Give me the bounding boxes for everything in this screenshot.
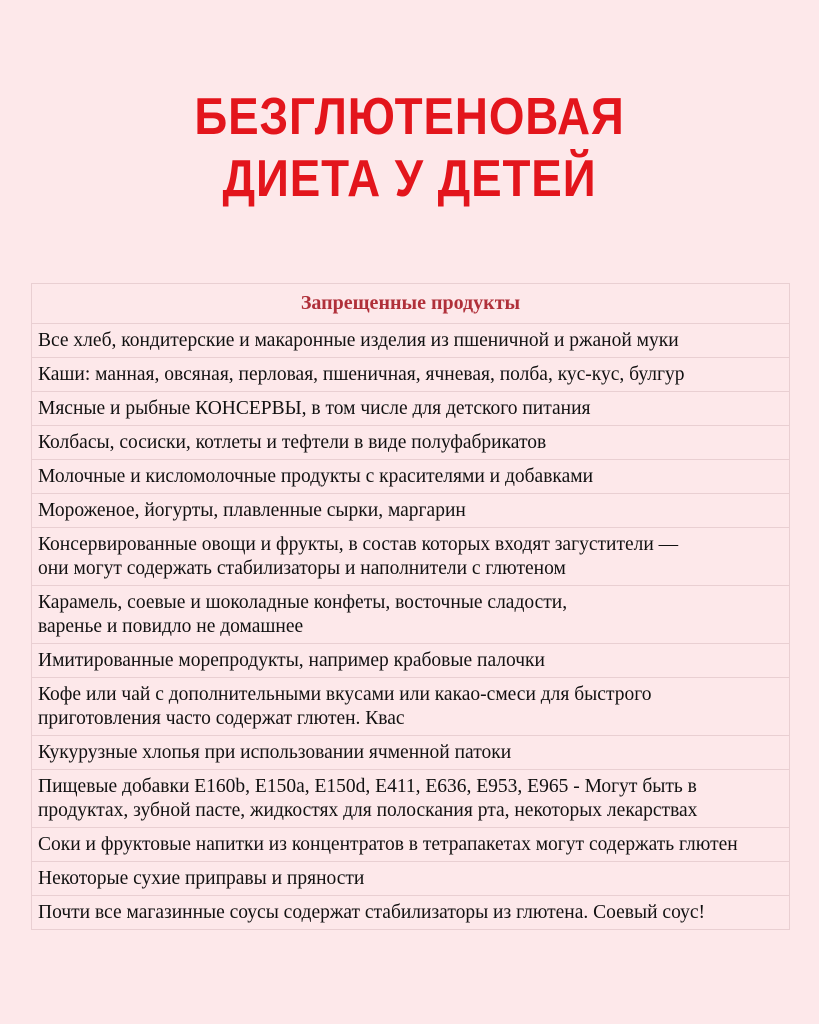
cell-text-line: Имитированные морепродукты, например крабовые палочки bbox=[38, 649, 545, 671]
table-cell bbox=[32, 528, 790, 586]
table-row bbox=[32, 586, 790, 644]
table-body bbox=[32, 324, 790, 930]
table-cell bbox=[32, 586, 790, 644]
cell-text-line: Каши: манная, овсяная, перловая, пшеничная, ячневая, полба, кус-кус, булгур bbox=[38, 363, 685, 385]
table-cell bbox=[32, 828, 790, 862]
table-row bbox=[32, 678, 790, 736]
table-row bbox=[32, 862, 790, 896]
cell-text-line: Некоторые сухие приправы и пряности bbox=[38, 867, 365, 889]
cell-text-line: Мясные и рыбные КОНСЕРВЫ, в том числе для детского питания bbox=[38, 397, 591, 419]
cell-text-line: продуктах, зубной пасте, жидкостях для полоскания рта, некоторых лекарствах bbox=[38, 799, 698, 821]
table-cell bbox=[32, 392, 790, 426]
table-cell bbox=[32, 494, 790, 528]
cell-text-line: они могут содержать стабилизаторы и наполнители с глютеном bbox=[38, 557, 566, 579]
table-row bbox=[32, 392, 790, 426]
table-row bbox=[32, 828, 790, 862]
title-line-2: ДИЕТА У ДЕТЕЙ bbox=[222, 150, 597, 208]
cell-text-line: приготовления часто содержат глютен. Квас bbox=[38, 707, 405, 729]
table-cell bbox=[32, 736, 790, 770]
table-row bbox=[32, 736, 790, 770]
forbidden-products-table bbox=[31, 283, 790, 930]
table-cell bbox=[32, 644, 790, 678]
table-row bbox=[32, 770, 790, 828]
cell-text-line: Соки и фруктовые напитки из концентратов в тетрапакетах могут содержать глютен bbox=[38, 833, 738, 855]
title-line-1: БЕЗГЛЮТЕНОВАЯ bbox=[194, 88, 625, 146]
cell-text-line: Консервированные овощи и фрукты, в состав которых входят загустители — bbox=[38, 533, 679, 555]
table-cell bbox=[32, 460, 790, 494]
table-row bbox=[32, 324, 790, 358]
table-cell bbox=[32, 426, 790, 460]
cell-text-line: Почти все магазинные соусы содержат стабилизаторы из глютена. Соевый соус! bbox=[38, 901, 705, 923]
table-row bbox=[32, 460, 790, 494]
cell-text-line: Карамель, соевые и шоколадные конфеты, восточные сладости, bbox=[38, 591, 568, 613]
cell-text-line: Колбасы, сосиски, котлеты и тефтели в виде полуфабрикатов bbox=[38, 431, 547, 453]
page-title bbox=[49, 86, 770, 210]
table-row bbox=[32, 358, 790, 392]
table-row bbox=[32, 644, 790, 678]
cell-text-line: варенье и повидло не домашнее bbox=[38, 615, 304, 637]
cell-text-line: Все хлеб, кондитерские и макаронные изделия из пшеничной и ржаной муки bbox=[38, 329, 679, 351]
table-cell bbox=[32, 358, 790, 392]
table-row bbox=[32, 426, 790, 460]
cell-text-line: Мороженое, йогурты, плавленные сырки, маргарин bbox=[38, 499, 466, 521]
forbidden-products-table-container bbox=[31, 283, 790, 930]
table-header-row bbox=[32, 284, 790, 324]
table-cell bbox=[32, 324, 790, 358]
cell-text-line: Кукурузные хлопья при использовании ячменной патоки bbox=[38, 741, 512, 763]
table-row bbox=[32, 896, 790, 930]
table-cell bbox=[32, 862, 790, 896]
cell-text-line: Пищевые добавки Е160b, Е150а, Е150d, Е411, Е636, Е953, Е965 - Могут быть в bbox=[38, 775, 697, 797]
table-cell bbox=[32, 896, 790, 930]
table-cell bbox=[32, 770, 790, 828]
table-header: Запрещенные продукты bbox=[32, 284, 790, 324]
table-cell bbox=[32, 678, 790, 736]
table-row bbox=[32, 494, 790, 528]
table-row bbox=[32, 528, 790, 586]
cell-text-line: Молочные и кисломолочные продукты с красителями и добавками bbox=[38, 465, 594, 487]
cell-text-line: Кофе или чай с дополнительными вкусами или какао-смеси для быстрого bbox=[38, 683, 652, 705]
